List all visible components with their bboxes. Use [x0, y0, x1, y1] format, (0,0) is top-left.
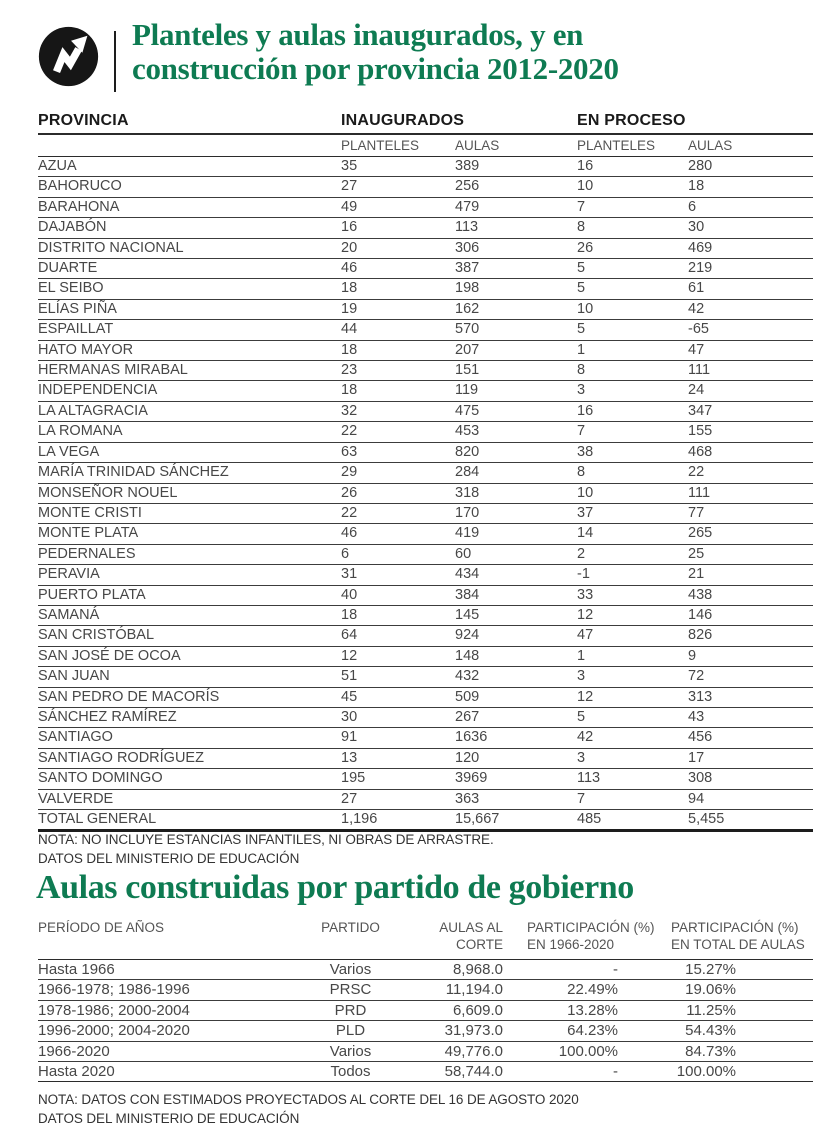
table-cell: 18	[341, 340, 455, 360]
table-cell: 453	[455, 422, 577, 442]
table-row	[38, 422, 813, 442]
table-cell: 119	[455, 381, 577, 401]
section-title-parties: Aulas construidas por partido de gobierno	[36, 869, 634, 906]
table-cell: PLD	[308, 1021, 393, 1041]
table-row	[38, 299, 813, 319]
table-cell: ELÍAS PIÑA	[38, 299, 341, 319]
table-cell: 58,744.0	[393, 1062, 523, 1082]
table-cell: SAMANÁ	[38, 605, 341, 625]
table-cell: 267	[455, 707, 577, 727]
table-cell: 49	[341, 197, 455, 217]
table-row	[38, 361, 813, 381]
table-cell: 44	[341, 320, 455, 340]
table-cell: 30	[688, 218, 813, 238]
table-cell: 384	[455, 585, 577, 605]
table-cell: 479	[455, 197, 577, 217]
table-cell: 18	[688, 177, 813, 197]
table-cell: 43	[688, 707, 813, 727]
table-row	[38, 157, 813, 177]
table-cell: 389	[455, 157, 577, 177]
table-cell: 434	[455, 565, 577, 585]
table-cell: 2	[577, 544, 688, 564]
table-row	[38, 259, 813, 279]
table-cell: 10	[577, 483, 688, 503]
note-line: NOTA: DATOS CON ESTIMADOS PROYECTADOS AL CORTE DEL 16 DE AGOSTO 2020	[38, 1092, 579, 1107]
table-row	[38, 340, 813, 360]
table-cell: 7	[577, 789, 688, 809]
table-cell: MONTE CRISTI	[38, 503, 341, 523]
table-cell: DAJABÓN	[38, 218, 341, 238]
table-cell: 13	[341, 748, 455, 768]
table-cell: MONSEÑOR NOUEL	[38, 483, 341, 503]
table-cell: 265	[688, 524, 813, 544]
column-header-provincia: PROVINCIA	[38, 110, 341, 134]
table-cell: Hasta 1966	[38, 960, 308, 980]
table-cell: 284	[455, 463, 577, 483]
table-cell: 12	[341, 646, 455, 666]
table-cell: 16	[341, 218, 455, 238]
table-cell: 15.27%	[648, 960, 813, 980]
table-cell: LA ALTAGRACIA	[38, 401, 341, 421]
table-cell: 456	[688, 728, 813, 748]
table-cell: 3	[577, 748, 688, 768]
table-row	[38, 381, 813, 401]
diario-libre-logo	[37, 25, 100, 88]
total-proceso-planteles: 485	[577, 810, 688, 831]
table-cell: 77	[688, 503, 813, 523]
subheader-proceso-planteles: PLANTELES	[577, 134, 688, 157]
table-cell: 6	[688, 197, 813, 217]
table-cell: VALVERDE	[38, 789, 341, 809]
table-cell: 924	[455, 626, 577, 646]
table-cell: 318	[455, 483, 577, 503]
table-row	[38, 769, 813, 789]
table-cell: Varios	[308, 960, 393, 980]
table-cell: 14	[577, 524, 688, 544]
table-cell: 11.25%	[648, 1000, 813, 1020]
table-cell: 1	[577, 646, 688, 666]
table-cell: SAN PEDRO DE MACORÍS	[38, 687, 341, 707]
table-row	[38, 789, 813, 809]
table-cell: SANTIAGO RODRÍGUEZ	[38, 748, 341, 768]
table-cell: 363	[455, 789, 577, 809]
province-rows	[38, 157, 813, 810]
table-cell: AZUA	[38, 157, 341, 177]
table-cell: 509	[455, 687, 577, 707]
table-cell: 46	[341, 524, 455, 544]
table-cell: PRD	[308, 1000, 393, 1020]
subheader-inaug-planteles: PLANTELES	[341, 134, 455, 157]
provinces-table-group-header-row	[38, 110, 813, 134]
table-cell: 8	[577, 463, 688, 483]
table-cell: SAN JOSÉ DE OCOA	[38, 646, 341, 666]
table-cell: 1978-1986; 2000-2004	[38, 1000, 308, 1020]
table-cell: MARÍA TRINIDAD SÁNCHEZ	[38, 463, 341, 483]
table-cell: PUERTO PLATA	[38, 585, 341, 605]
table-cell: 313	[688, 687, 813, 707]
table-cell: 7	[577, 197, 688, 217]
table-cell: 38	[577, 442, 688, 462]
table-cell: 47	[688, 340, 813, 360]
table-cell: SAN JUAN	[38, 667, 341, 687]
table-cell: 42	[577, 728, 688, 748]
table-cell: 22	[688, 463, 813, 483]
table-cell: 16	[577, 157, 688, 177]
table-cell: 84.73%	[648, 1041, 813, 1061]
parties-table-notes	[38, 1091, 579, 1128]
table-row	[38, 1062, 813, 1082]
masthead-divider	[114, 31, 116, 92]
table-row	[38, 320, 813, 340]
column-group-inaugurados: INAUGURADOS	[341, 110, 577, 134]
header-line: EN TOTAL DE AULAS	[671, 937, 805, 952]
table-cell: 113	[577, 769, 688, 789]
table-cell: 570	[455, 320, 577, 340]
table-cell: 30	[341, 707, 455, 727]
table-cell: 60	[455, 544, 577, 564]
table-cell: 12	[577, 605, 688, 625]
table-cell: 47	[577, 626, 688, 646]
table-cell: 64	[341, 626, 455, 646]
table-cell: -1	[577, 565, 688, 585]
table-cell: 19	[341, 299, 455, 319]
page-title-line1: Planteles y aulas inaugurados, y en	[132, 17, 584, 52]
table-cell: 23	[341, 361, 455, 381]
table-cell: Todos	[308, 1062, 393, 1082]
table-cell: 7	[577, 422, 688, 442]
table-cell: MONTE PLATA	[38, 524, 341, 544]
table-cell: 26	[577, 238, 688, 258]
table-cell: 63	[341, 442, 455, 462]
table-cell: 29	[341, 463, 455, 483]
table-cell: SANTIAGO	[38, 728, 341, 748]
subheader-inaug-aulas: AULAS	[455, 134, 577, 157]
table-cell: 6	[341, 544, 455, 564]
table-cell: 120	[455, 748, 577, 768]
table-row	[38, 605, 813, 625]
table-cell: 32	[341, 401, 455, 421]
table-cell: 1636	[455, 728, 577, 748]
table-cell: 151	[455, 361, 577, 381]
table-cell: 22.49%	[523, 980, 648, 1000]
table-cell: 91	[341, 728, 455, 748]
table-cell: BARAHONA	[38, 197, 341, 217]
table-cell: 21	[688, 565, 813, 585]
table-cell: 31,973.0	[393, 1021, 523, 1041]
table-cell: 419	[455, 524, 577, 544]
table-cell: 1966-1978; 1986-1996	[38, 980, 308, 1000]
table-cell: 35	[341, 157, 455, 177]
table-cell: 475	[455, 401, 577, 421]
table-cell: 5	[577, 279, 688, 299]
total-label: TOTAL GENERAL	[38, 810, 341, 831]
table-cell: 10	[577, 299, 688, 319]
table-cell: PEDERNALES	[38, 544, 341, 564]
table-cell: 111	[688, 483, 813, 503]
source-line: DATOS DEL MINISTERIO DE EDUCACIÓN	[38, 1110, 300, 1126]
table-cell: 8	[577, 218, 688, 238]
table-cell: 148	[455, 646, 577, 666]
table-cell: 198	[455, 279, 577, 299]
source-line: DATOS DEL MINISTERIO DE EDUCACIÓN	[38, 850, 300, 866]
subheader-empty	[38, 134, 341, 157]
trend-arrow-icon	[37, 25, 100, 88]
table-cell: 31	[341, 565, 455, 585]
table-row	[38, 687, 813, 707]
header-line: AULAS AL	[439, 920, 503, 935]
table-cell: 438	[688, 585, 813, 605]
total-inaug-planteles: 1,196	[341, 810, 455, 831]
table-cell: PRSC	[308, 980, 393, 1000]
table-cell: 8	[577, 361, 688, 381]
table-cell: 49,776.0	[393, 1041, 523, 1061]
column-header-aulas-al-corte	[393, 919, 523, 960]
table-cell: 146	[688, 605, 813, 625]
table-cell: 25	[688, 544, 813, 564]
table-cell: 8,968.0	[393, 960, 523, 980]
table-cell: 5	[577, 320, 688, 340]
total-proceso-aulas: 5,455	[688, 810, 813, 831]
table-cell: BAHORUCO	[38, 177, 341, 197]
table-cell: 18	[341, 279, 455, 299]
header-line: EN 1966-2020	[527, 937, 615, 952]
table-cell: 3	[577, 667, 688, 687]
table-cell: 111	[688, 361, 813, 381]
page-title-line2: construcción por provincia 2012-2020	[132, 51, 619, 86]
table-cell: 18	[341, 381, 455, 401]
page-title	[132, 18, 772, 86]
table-cell: -	[523, 1062, 648, 1082]
table-cell: 72	[688, 667, 813, 687]
table-cell: 12	[577, 687, 688, 707]
table-cell: 219	[688, 259, 813, 279]
table-cell: 826	[688, 626, 813, 646]
table-cell: 40	[341, 585, 455, 605]
table-row	[38, 667, 813, 687]
table-cell: 6,609.0	[393, 1000, 523, 1020]
table-cell: 37	[577, 503, 688, 523]
table-row	[38, 748, 813, 768]
table-row	[38, 544, 813, 564]
table-cell: 5	[577, 707, 688, 727]
note-line: NOTA: NO INCLUYE ESTANCIAS INFANTILES, NI OBRAS DE ARRASTRE.	[38, 832, 494, 847]
table-cell: 11,194.0	[393, 980, 523, 1000]
column-header-periodo: PERÍODO DE AÑOS	[38, 919, 308, 960]
table-row	[38, 463, 813, 483]
subheader-proceso-aulas: AULAS	[688, 134, 813, 157]
provinces-table-notes	[38, 831, 494, 868]
table-cell: 155	[688, 422, 813, 442]
table-cell: 27	[341, 177, 455, 197]
header-line: PARTICIPACIÓN (%)	[671, 920, 799, 935]
table-cell: -	[523, 960, 648, 980]
table-row	[38, 960, 813, 980]
table-cell: 820	[455, 442, 577, 462]
table-cell: 51	[341, 667, 455, 687]
table-cell: 432	[455, 667, 577, 687]
total-row-body	[38, 810, 813, 831]
header-line: PARTICIPACIÓN (%)	[527, 920, 655, 935]
table-cell: 100.00%	[523, 1041, 648, 1061]
table-cell: 20	[341, 238, 455, 258]
table-cell: 1	[577, 340, 688, 360]
table-cell: 170	[455, 503, 577, 523]
table-cell: 387	[455, 259, 577, 279]
table-cell: LA VEGA	[38, 442, 341, 462]
header-line: CORTE	[455, 937, 503, 952]
provinces-table	[38, 110, 813, 832]
table-row	[38, 565, 813, 585]
table-row	[38, 218, 813, 238]
table-cell: 42	[688, 299, 813, 319]
table-cell: EL SEIBO	[38, 279, 341, 299]
table-cell: 64.23%	[523, 1021, 648, 1041]
table-cell: 306	[455, 238, 577, 258]
table-cell: INDEPENDENCIA	[38, 381, 341, 401]
column-header-participacion-total	[648, 919, 813, 960]
table-cell: 22	[341, 422, 455, 442]
table-row	[38, 626, 813, 646]
table-row	[38, 707, 813, 727]
table-row	[38, 401, 813, 421]
table-cell: SAN CRISTÓBAL	[38, 626, 341, 646]
total-inaug-aulas: 15,667	[455, 810, 577, 831]
table-cell: DUARTE	[38, 259, 341, 279]
table-cell: 1996-2000; 2004-2020	[38, 1021, 308, 1041]
total-general-row	[38, 810, 813, 831]
table-row	[38, 1021, 813, 1041]
table-row	[38, 238, 813, 258]
table-cell: 468	[688, 442, 813, 462]
table-cell: 5	[577, 259, 688, 279]
table-cell: HERMANAS MIRABAL	[38, 361, 341, 381]
table-row	[38, 980, 813, 1000]
table-cell: Hasta 2020	[38, 1062, 308, 1082]
table-cell: 18	[341, 605, 455, 625]
table-cell: 94	[688, 789, 813, 809]
table-cell: 17	[688, 748, 813, 768]
table-cell: 113	[455, 218, 577, 238]
parties-table-header-row	[38, 919, 813, 960]
table-row	[38, 442, 813, 462]
table-cell: -65	[688, 320, 813, 340]
table-cell: 10	[577, 177, 688, 197]
table-cell: Varios	[308, 1041, 393, 1061]
table-row	[38, 197, 813, 217]
table-cell: 26	[341, 483, 455, 503]
table-cell: 256	[455, 177, 577, 197]
table-cell: 27	[341, 789, 455, 809]
table-cell: 9	[688, 646, 813, 666]
table-cell: 22	[341, 503, 455, 523]
table-row	[38, 646, 813, 666]
table-row	[38, 1000, 813, 1020]
table-cell: 308	[688, 769, 813, 789]
table-row	[38, 585, 813, 605]
table-cell: 1966-2020	[38, 1041, 308, 1061]
column-header-partido: PARTIDO	[308, 919, 393, 960]
table-cell: 19.06%	[648, 980, 813, 1000]
table-cell: 3969	[455, 769, 577, 789]
column-header-participacion-1966-2020	[523, 919, 655, 960]
table-cell: 45	[341, 687, 455, 707]
table-cell: 24	[688, 381, 813, 401]
table-cell: DISTRITO NACIONAL	[38, 238, 341, 258]
table-row	[38, 483, 813, 503]
table-cell: 162	[455, 299, 577, 319]
table-cell: 145	[455, 605, 577, 625]
table-cell: 16	[577, 401, 688, 421]
table-row	[38, 524, 813, 544]
table-row	[38, 279, 813, 299]
table-cell: 33	[577, 585, 688, 605]
provinces-table-subheader-row	[38, 134, 813, 157]
table-row	[38, 728, 813, 748]
table-cell: 46	[341, 259, 455, 279]
table-cell: 3	[577, 381, 688, 401]
column-group-en-proceso: EN PROCESO	[577, 110, 813, 134]
table-cell: 13.28%	[523, 1000, 648, 1020]
table-cell: PERAVIA	[38, 565, 341, 585]
table-cell: 280	[688, 157, 813, 177]
table-cell: 54.43%	[648, 1021, 813, 1041]
table-row	[38, 1041, 813, 1061]
table-cell: SÁNCHEZ RAMÍREZ	[38, 707, 341, 727]
table-cell: 61	[688, 279, 813, 299]
table-cell: 195	[341, 769, 455, 789]
table-cell: HATO MAYOR	[38, 340, 341, 360]
table-cell: 469	[688, 238, 813, 258]
table-cell: 207	[455, 340, 577, 360]
table-row	[38, 503, 813, 523]
party-rows	[38, 960, 813, 1082]
table-cell: 347	[688, 401, 813, 421]
table-cell: 100.00%	[648, 1062, 813, 1082]
parties-table	[38, 919, 813, 1082]
table-cell: SANTO DOMINGO	[38, 769, 341, 789]
table-cell: ESPAILLAT	[38, 320, 341, 340]
table-row	[38, 177, 813, 197]
table-cell: LA ROMANA	[38, 422, 341, 442]
